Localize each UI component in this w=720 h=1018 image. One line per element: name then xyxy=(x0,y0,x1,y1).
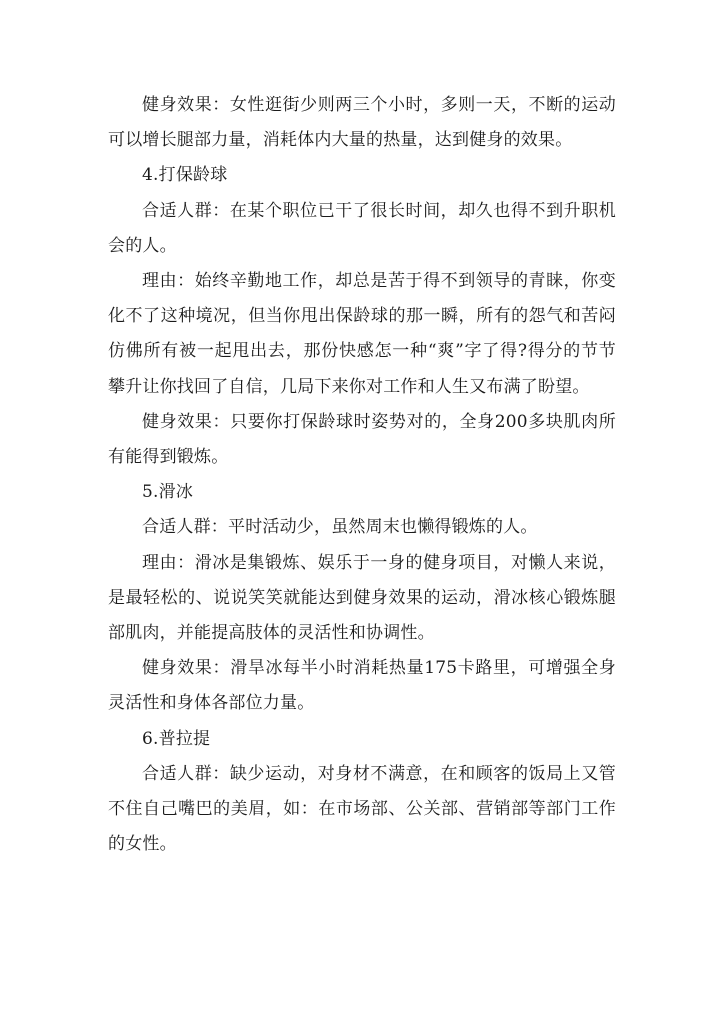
paragraph-fitness-effect-skating: 健身效果：滑旱冰每半小时消耗热量175卡路里，可增强全身灵活性和身体各部位力量。 xyxy=(108,658,616,714)
paragraph-suitable-people-pilates: 合适人群：缺少运动，对身材不满意，在和顾客的饭局上又管不住自己嘴巴的美眉，如：在市场部、公关部、营销部等部门工作的女性。 xyxy=(108,763,616,855)
section-heading-skating: 5.滑冰 xyxy=(142,482,194,503)
paragraph-fitness-effect-bowling: 健身效果：只要你打保龄球时姿势对的，全身200多块肌肉所有能得到锻炼。 xyxy=(108,411,616,468)
paragraph-suitable-people-skating: 合适人群：平时活动少，虽然周末也懒得锻炼的人。 xyxy=(142,517,538,538)
paragraph-reason-bowling: 理由：始终辛勤地工作，却总是苦于得不到领导的青睐，你变化不了这种境况，但当你甩出保龄球的那一瞬，所有的怨气和苦闷仿佛所有被一起甩出去，那份快感怎一种“爽”字了得?得分的节节攀升让你找回了自信，几局下来你对工作和人生又布满了盼望。 xyxy=(108,271,616,397)
section-heading-bowling: 4.打保龄球 xyxy=(142,165,228,186)
paragraph-fitness-effect-shopping: 健身效果：女性逛街少则两三个小时，多则一天，不断的运动可以增长腿部力量，消耗体内大量的热量，达到健身的效果。 xyxy=(108,95,616,151)
paragraph-suitable-people-bowling: 合适人群：在某个职位已干了很长时间，却久也得不到升职机会的人。 xyxy=(108,200,616,256)
paragraph-reason-skating: 理由：滑冰是集锻炼、娱乐于一身的健身项目，对懒人来说，是最轻松的、说说笑笑就能达到健身效果的运动，滑冰核心锻炼腿部肌肉，并能提高肢体的灵活性和协调性。 xyxy=(108,552,616,644)
section-heading-pilates: 6.普拉提 xyxy=(142,728,211,749)
document-body xyxy=(108,88,616,862)
